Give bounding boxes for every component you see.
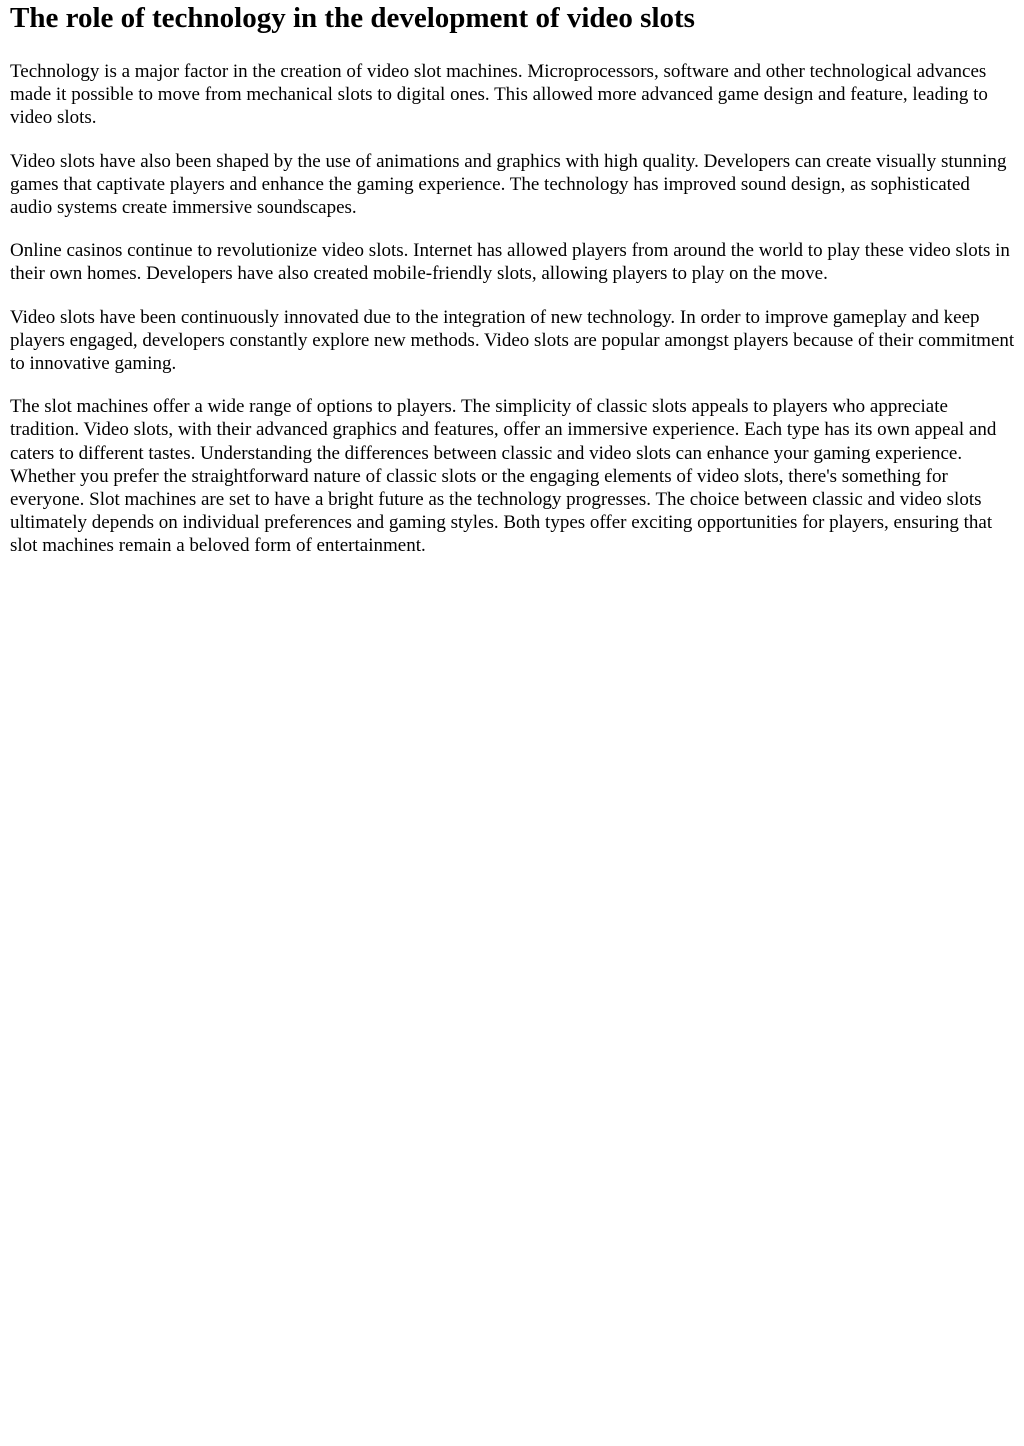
paragraph-technology-factor: Technology is a major factor in the creation of video slot machines. Microprocessors, software and other technological advances made it possible to move from mechanical slots to digital ones. This allowed more advanced game design and feature, leading to video slots. <box>10 61 988 129</box>
paragraph-graphics-sound: Video slots have also been shaped by the use of animations and graphics with high quality. Developers can create visually stunning games that captivate players and enhance the gaming experience. The technology has improved sound design, as sophisticated audio systems create immersive soundscapes. <box>10 150 1007 219</box>
paragraph-online-casinos: Online casinos continue to revolutionize video slots. Internet has allowed players from around the world to play these video slots in their own homes. Developers have also created mobile-friendly slots, allowing players to play on the move. <box>10 240 1010 285</box>
paragraph-innovation: Video slots have been continuously innovated due to the integration of new technology. In order to improve gameplay and keep players engaged, developers constantly explore new methods. Video slots are popular amongst players because of their commitment to innovative gaming. <box>10 306 1015 375</box>
paragraph-options-summary: The slot machines offer a wide range of options to players. The simplicity of classic slots appeals to players who appreciate tradition. Video slots, with their advanced graphics and features, offer an immersive experience. Each type has its own appeal and caters to different tastes. Understanding the differences between classic and video slots can enhance your gaming experience. Whether you prefer the straightforward nature of classic slots or the engaging elements of video slots, there's something for everyone. Slot machines are set to have a bright future as the technology progresses. The choice between classic and video slots ultimately depends on individual preferences and gaming styles. Both types offer exciting opportunities for players, ensuring that slot machines remain a beloved form of entertainment. <box>10 396 997 557</box>
title-wrapper <box>10 0 1016 36</box>
page-title: The role of technology in the development of video slots <box>10 2 695 34</box>
article <box>10 0 1016 558</box>
